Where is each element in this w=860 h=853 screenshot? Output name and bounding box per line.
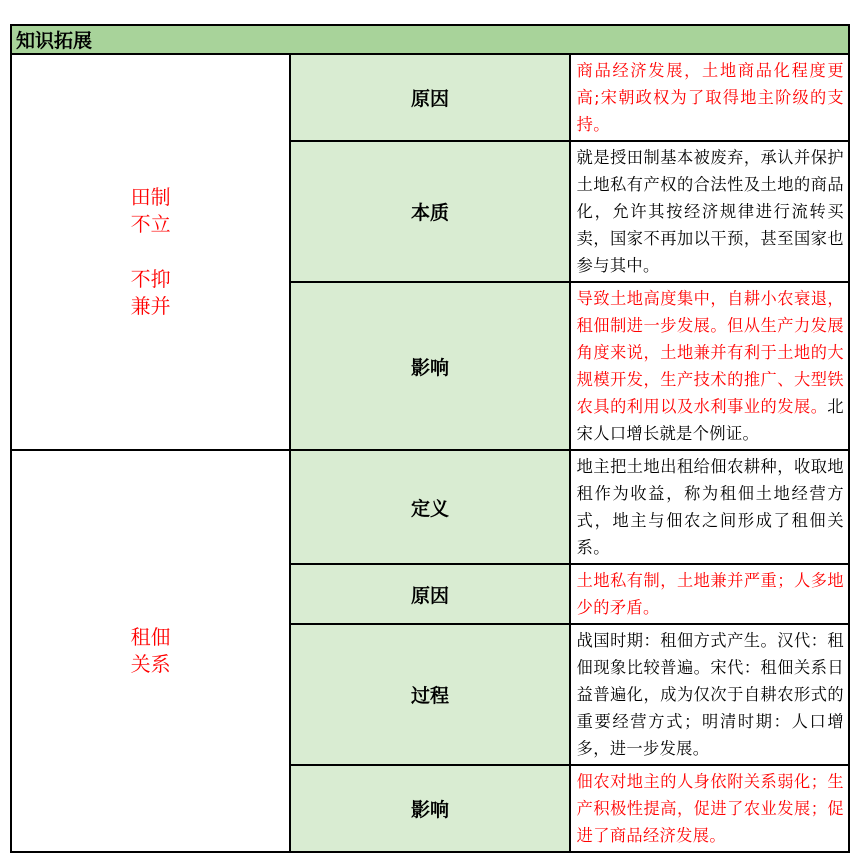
row-text-cause-2: 土地私有制，土地兼并严重；人多地少的矛盾。 bbox=[570, 564, 849, 624]
row-text-impact-2: 佃农对地主的人身依附关系弱化；生产积极性提高，促进了农业发展；促进了商品经济发展。 bbox=[570, 765, 849, 852]
row-text-impact: 导致土地高度集中，自耕小农衰退，租佃制进一步发展。但从生产力发展角度来说，土地兼并有利于土地的大规模开发，生产技术的推广、大型铁农具的利用以及水利事业的发展。北宋人口增长就是个例证。 bbox=[570, 282, 849, 450]
row-label-impact: 影响 bbox=[290, 282, 569, 450]
table-header: 知识拓展 bbox=[11, 25, 849, 54]
row-label-impact-2: 影响 bbox=[290, 765, 569, 852]
row-label-essence: 本质 bbox=[290, 141, 569, 282]
row-label-definition: 定义 bbox=[290, 450, 569, 564]
row-label-cause: 原因 bbox=[290, 54, 569, 141]
category-tianzhi: 田制 不立 不抑 兼并 bbox=[11, 54, 290, 450]
row-label-cause-2: 原因 bbox=[290, 564, 569, 624]
category-zudian: 租佃 关系 bbox=[11, 450, 290, 852]
row-text-process: 战国时期：租佃方式产生。汉代：租佃现象比较普遍。宋代：租佃关系日益普遍化，成为仅次于自耕农形式的重要经营方式；明清时期：人口增多，进一步发展。 bbox=[570, 624, 849, 765]
row-text-cause: 商品经济发展，土地商品化程度更高;宋朝政权为了取得地主阶级的支持。 bbox=[570, 54, 849, 141]
row-text-essence: 就是授田制基本被废弃，承认并保护土地私有产权的合法性及土地的商品化，允许其按经济规律进行流转买卖，国家不再加以干预，甚至国家也参与其中。 bbox=[570, 141, 849, 282]
row-text-definition: 地主把土地出租给佃农耕种，收取地租作为收益，称为租佃土地经营方式，地主与佃农之间形成了租佃关系。 bbox=[570, 450, 849, 564]
knowledge-table bbox=[10, 24, 850, 853]
row-label-process: 过程 bbox=[290, 624, 569, 765]
